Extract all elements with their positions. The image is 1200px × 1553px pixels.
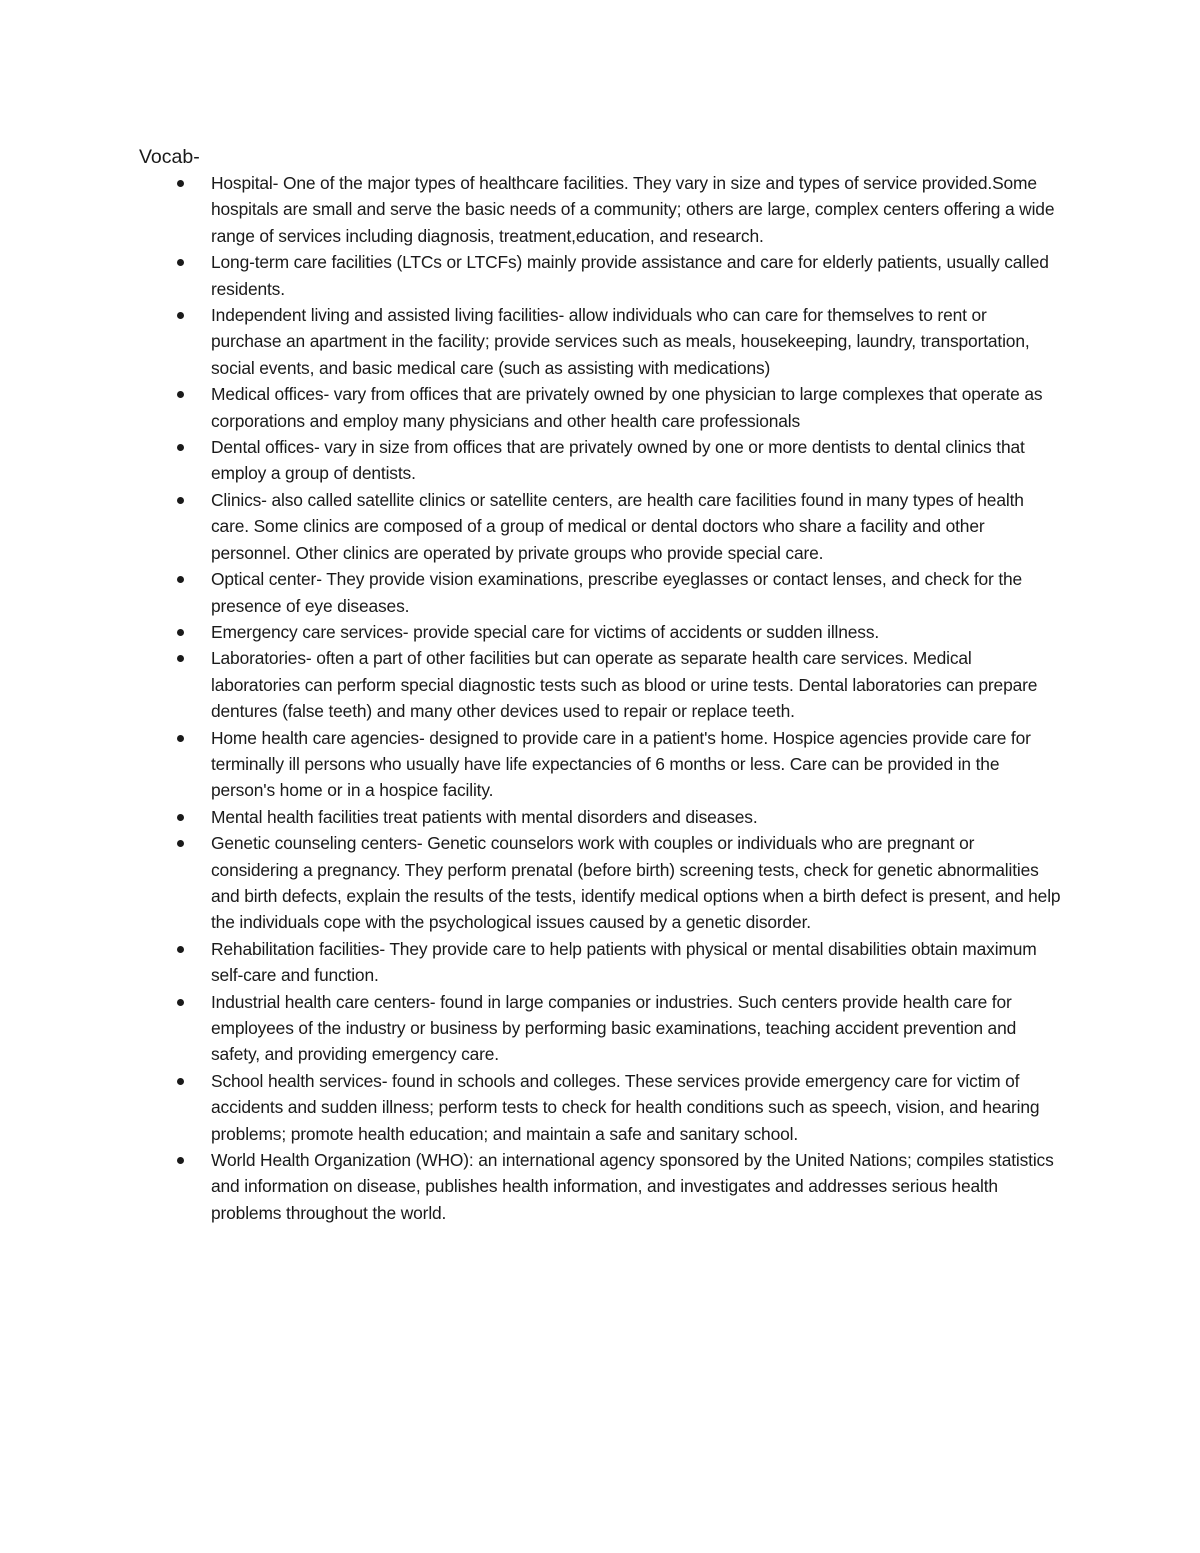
- bullet-icon: [177, 391, 184, 398]
- vocab-item: [0, 1068, 1061, 1147]
- vocab-list: [0, 170, 1200, 1226]
- vocab-item-text: Industrial health care centers- found in large companies or industries. Such centers provide health care for employees of the industry or business by performing basic examinations, teaching accident prevention and safety, and providing emergency care.: [211, 991, 1017, 1065]
- vocab-item-text: Laboratories- often a part of other facilities but can operate as separate health care services. Medical laboratories can perform special diagnostic tests such as blood or urine tests. Dental laboratories can prepare dentures (false teeth) and many other devices used to repair or replace teeth.: [211, 648, 1038, 722]
- bullet-icon: [177, 444, 184, 451]
- bullet-icon: [177, 840, 184, 847]
- vocab-item-text: Mental health facilities treat patients with mental disorders and diseases.: [211, 806, 758, 827]
- vocab-item-text: Genetic counseling centers- Genetic counselors work with couples or individuals who are pregnant or considering a pregnancy. They perform prenatal (before birth) screening tests, check for genetic abnormalities and birth defects, explain the results of the tests, identify medical options when a birth defect is present, and help the individuals cope with the psychological issues caused by a genetic disorder.: [211, 833, 1061, 933]
- bullet-icon: [177, 946, 184, 953]
- vocab-item: [0, 381, 1061, 434]
- vocab-item: [0, 830, 1061, 936]
- vocab-item: [0, 170, 1061, 249]
- bullet-icon: [177, 1078, 184, 1085]
- bullet-icon: [177, 999, 184, 1006]
- vocab-item-text: School health services- found in schools and colleges. These services provide emergency care for victim of accidents and sudden illness; perform tests to check for health conditions such as speech, vision, and hearing problems; promote health education; and maintain a safe and sanitary school.: [211, 1070, 1040, 1144]
- vocab-item-text: Home health care agencies- designed to provide care in a patient's home. Hospice agencies provide care for terminally ill persons who usually have life expectancies of 6 months or less. Care can be provided in the person's home or in a hospice facility.: [211, 727, 1031, 801]
- bullet-icon: [177, 735, 184, 742]
- vocab-item: [0, 487, 1061, 566]
- bullet-icon: [177, 576, 184, 583]
- bullet-icon: [177, 629, 184, 636]
- bullet-icon: [177, 497, 184, 504]
- vocab-item: [0, 1147, 1061, 1226]
- vocab-item-text: Optical center- They provide vision examinations, prescribe eyeglasses or contact lenses, and check for the presence of eye diseases.: [211, 569, 1023, 616]
- document-title: Vocab-: [139, 146, 200, 168]
- bullet-icon: [177, 180, 184, 187]
- vocab-item: [0, 989, 1061, 1068]
- vocab-item-text: Medical offices- vary from offices that are privately owned by one physician to large complexes that operate as corporations and employ many physicians and other health care professionals: [211, 384, 1043, 431]
- vocab-item: [0, 936, 1061, 989]
- vocab-item-text: Dental offices- vary in size from offices that are privately owned by one or more dentists to dental clinics that employ a group of dentists.: [211, 437, 1025, 484]
- vocab-item: [0, 566, 1061, 619]
- vocab-item: [0, 645, 1061, 724]
- bullet-icon: [177, 655, 184, 662]
- bullet-icon: [177, 312, 184, 319]
- vocab-item: [0, 725, 1061, 804]
- vocab-item: [0, 249, 1061, 302]
- vocab-item-text: Long-term care facilities (LTCs or LTCFs) mainly provide assistance and care for elderly patients, usually called residents.: [211, 252, 1049, 299]
- vocab-item-text: World Health Organization (WHO): an international agency sponsored by the United Nations; compiles statistics and information on disease, publishes health information, and investigates and addresses serious health problems throughout the world.: [211, 1150, 1054, 1223]
- vocab-item: [0, 619, 1061, 645]
- vocab-item: [0, 434, 1061, 487]
- vocab-item-text: Emergency care services- provide special care for victims of accidents or sudden illness.: [211, 621, 880, 642]
- vocab-item-text: Independent living and assisted living facilities- allow individuals who can care for themselves to rent or purchase an apartment in the facility; provide services such as meals, housekeeping, laundry, transportation, social events, and basic medical care (such as assisting with medications): [211, 305, 1030, 378]
- vocab-item-text: Hospital- One of the major types of healthcare facilities. They vary in size and types of service provided.Some hospitals are small and serve the basic needs of a community; others are large, complex centers offering a wide range of services including diagnosis, treatment,education, and research.: [211, 173, 1055, 246]
- vocab-item-text: Rehabilitation facilities- They provide care to help patients with physical or mental disabilities obtain maximum self-care and function.: [211, 938, 1037, 986]
- vocab-item-text: Clinics- also called satellite clinics or satellite centers, are health care facilities found in many types of health care. Some clinics are composed of a group of medical or dental doctors who share a facility and other personnel. Other clinics are operated by private groups who provide special care.: [211, 489, 1024, 563]
- vocab-item: [0, 804, 1061, 830]
- vocab-item: [0, 302, 1061, 381]
- bullet-icon: [177, 259, 184, 266]
- bullet-icon: [177, 1157, 184, 1164]
- bullet-icon: [177, 814, 184, 821]
